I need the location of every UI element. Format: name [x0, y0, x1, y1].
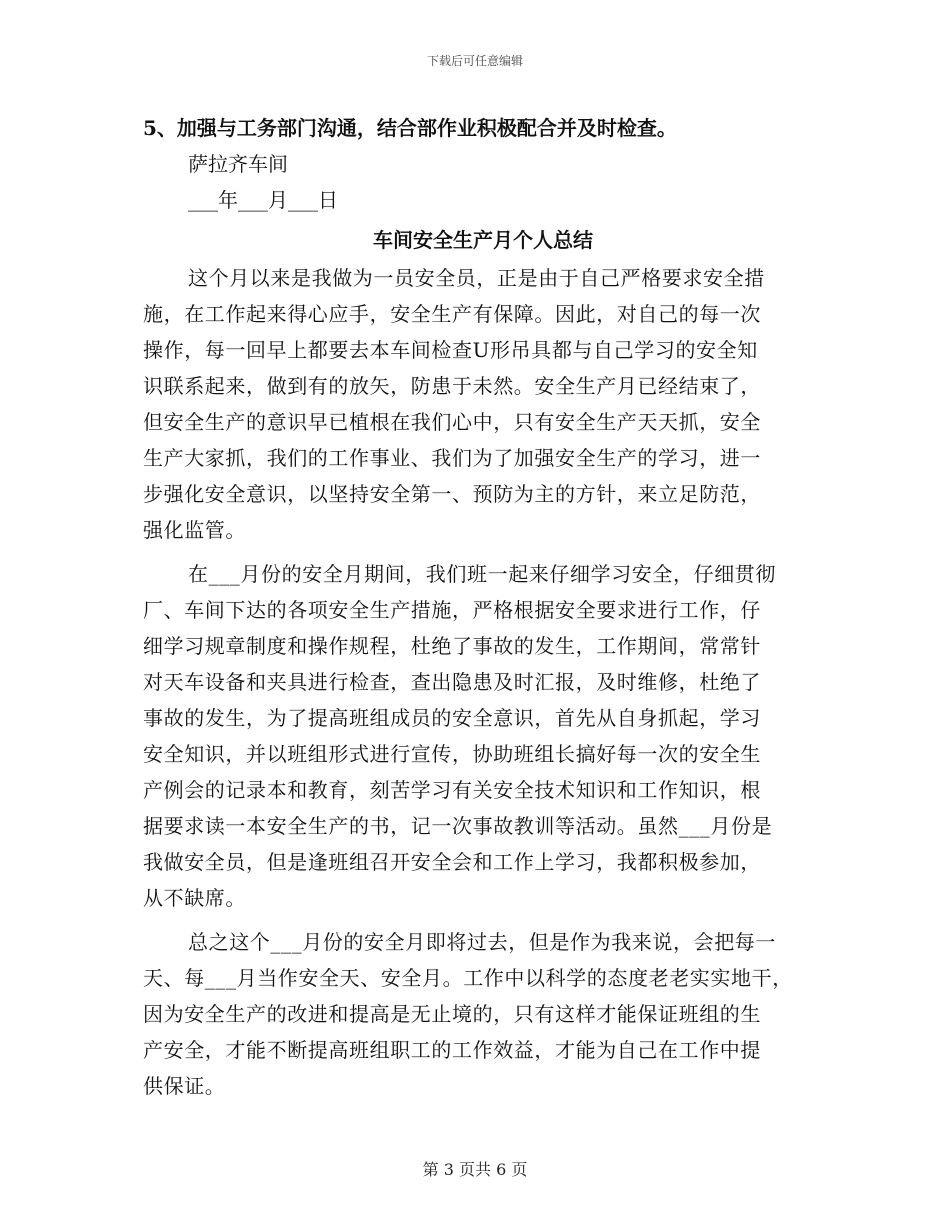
paragraph-line: 从不缺席。 — [143, 886, 246, 910]
paragraph-line: 操作，每一回早上都要去本车间检查U形吊具都与自己学习的安全知 — [143, 338, 758, 362]
paragraph-line: 产例会的记录本和教育，刻苦学习有关安全技术知识和工作知识，根 — [143, 778, 761, 802]
paragraph-line: 在___月份的安全月期间，我们班一起来仔细学习安全，仔细贯彻 — [188, 562, 776, 586]
paragraph-line: 天、每___月当作安全天、安全月。工作中以科学的态度老老实实地干， — [143, 966, 793, 990]
workshop-name: 萨拉齐车间 — [188, 152, 288, 176]
paragraph-line: 步强化安全意识，以坚持安全第一、预防为主的方针，来立足防范， — [143, 482, 761, 506]
paragraph-line: 据要求读一本安全生产的书，记一次事故教训等活动。虽然___月份是 — [143, 814, 773, 838]
paragraph-line: 强化监管。 — [143, 518, 246, 542]
date-line: ___年___月___日 — [188, 188, 338, 212]
paragraph — [143, 556, 823, 916]
paragraph-line: 生产大家抓，我们的工作事业、我们为了加强安全生产的学习，进一 — [143, 446, 761, 470]
paragraph — [143, 924, 823, 1104]
paragraph-line: 供保证。 — [143, 1074, 226, 1098]
paragraph-line: 我做安全员，但是逢班组召开安全会和工作上学习，我都积极参加， — [143, 850, 761, 874]
paragraph-line: 对天车设备和夹具进行检查，查出隐患及时汇报，及时维修，杜绝了 — [143, 670, 761, 694]
paragraph-line: 产安全，才能不断提高班组职工的工作效益，才能为自己在工作中提 — [143, 1038, 761, 1062]
paragraph — [143, 260, 823, 548]
paragraph-line: 识联系起来，做到有的放矢，防患于未然。安全生产月已经结束了， — [143, 374, 761, 398]
page-footer: 第 3 页共 6 页 — [422, 1160, 528, 1179]
document-title: 车间安全生产月个人总结 — [373, 228, 593, 252]
paragraph-line: 安全知识，并以班组形式进行宣传，协助班组长搞好每一次的安全生 — [143, 742, 761, 766]
paragraph-line: 厂、车间下达的各项安全生产措施，严格根据安全要求进行工作，仔 — [143, 598, 761, 622]
paragraph-line: 细学习规章制度和操作规程，杜绝了事故的发生，工作期间，常常针 — [143, 634, 761, 658]
item-5-text: 5、加强与工务部门沟通，结合部作业积极配合并及时检查。 — [143, 116, 677, 140]
paragraphs-container — [143, 260, 823, 1104]
paragraph-line: 但安全生产的意识早已植根在我们心中，只有安全生产天天抓，安全 — [143, 410, 761, 434]
page-header: 下载后可任意编辑 — [426, 54, 523, 68]
paragraph-line: 总之这个___月份的安全月即将过去，但是作为我来说，会把每一 — [188, 930, 776, 954]
paragraph-line: 因为安全生产的改进和提高是无止境的，只有这样才能保证班组的生 — [143, 1002, 761, 1026]
paragraph-line: 事故的发生，为了提高班组成员的安全意识，首先从自身抓起，学习 — [143, 706, 761, 730]
paragraph-line: 施，在工作起来得心应手，安全生产有保障。因此，对自己的每一次 — [143, 302, 761, 326]
document-body — [143, 110, 823, 1104]
paragraph-line: 这个月以来是我做为一员安全员，正是由于自己严格要求安全措 — [188, 266, 765, 290]
